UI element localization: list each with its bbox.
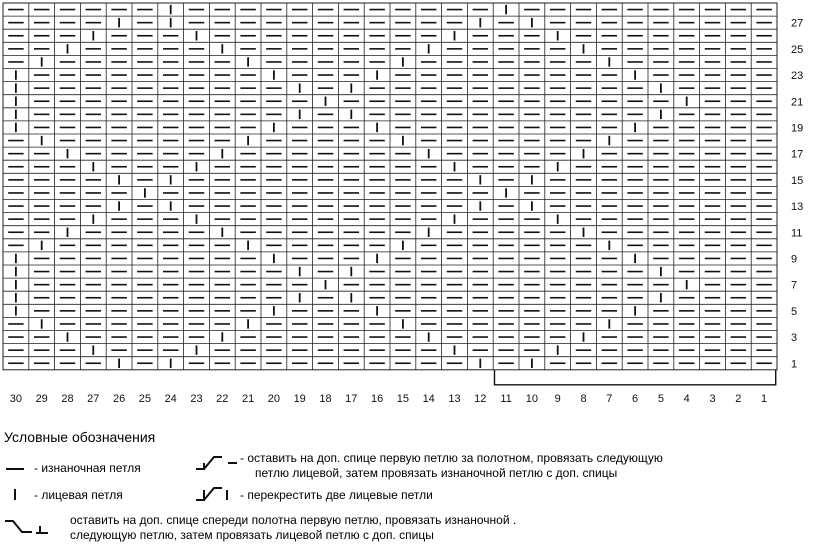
column-number-label: 25: [138, 392, 152, 405]
column-number-label: 8: [580, 392, 587, 405]
column-number-label: 19: [293, 392, 306, 405]
row-number-label: 15: [791, 174, 804, 187]
row-number-label: 1: [791, 358, 798, 371]
row-numbers: [791, 18, 803, 371]
legend-text-cable-right-1: оставить на доп. спице спереди полотна первую петлю, провязать изнаночной .: [70, 513, 517, 527]
column-number-label: 4: [683, 392, 690, 405]
column-number-label: 9: [554, 392, 561, 405]
legend-item-cable-left: [196, 451, 663, 480]
cable-right-symbol-icon: [5, 521, 48, 533]
row-number-label: 7: [791, 279, 798, 292]
column-number-label: 14: [422, 392, 435, 405]
column-number-label: 30: [9, 392, 23, 405]
column-number-label: 13: [448, 392, 461, 405]
column-number-label: 11: [500, 392, 512, 405]
column-number-label: 29: [35, 392, 48, 405]
legend-text-cable-left-2: петлю лицевой, затем провязать изнаночной петлю с доп. спицы: [255, 466, 618, 480]
column-number-label: 5: [657, 392, 664, 405]
column-number-label: 6: [632, 392, 639, 405]
column-number-label: 21: [241, 392, 255, 405]
legend-text-knit: - лицевая петля: [34, 488, 123, 502]
column-number-label: 27: [87, 392, 100, 405]
row-number-label: 19: [791, 122, 804, 135]
cross-two-symbol-icon: [196, 488, 227, 500]
column-number-label: 15: [396, 392, 410, 405]
row-number-label: 17: [791, 148, 804, 161]
column-number-label: 1: [761, 392, 768, 405]
row-number-label: 9: [791, 253, 798, 266]
column-numbers: [10, 393, 767, 405]
column-number-label: 3: [709, 392, 716, 405]
row-number-label: 11: [791, 227, 803, 240]
legend-text-cross-two: - перекрестить две лицевые петли: [240, 488, 433, 502]
repeat-bracket: [494, 370, 775, 385]
row-number-label: 13: [791, 201, 804, 214]
row-number-label: 5: [791, 305, 798, 318]
legend-text-cable-left-1: - оставить на доп. спице первую петлю за полотном, провязать следующую: [240, 451, 663, 465]
column-number-label: 7: [606, 392, 613, 405]
legend-text-cable-right-2: следующую петлю, затем провязать лицевой петлю с доп. спицы: [70, 528, 434, 542]
row-number-label: 25: [791, 43, 804, 56]
legend-item-cross-two: [196, 488, 433, 502]
repeat-bracket-line: [494, 370, 775, 385]
column-number-label: 22: [216, 392, 229, 405]
cable-left-symbol-icon: [196, 457, 237, 469]
legend-item-purl: [6, 461, 141, 475]
legend-title: Условные обозначения: [4, 429, 156, 445]
column-number-label: 10: [525, 392, 539, 405]
legend-item-knit: [15, 488, 123, 502]
row-number-label: 3: [791, 332, 798, 345]
chart-grid: [3, 3, 777, 370]
column-number-label: 28: [61, 392, 74, 405]
row-number-label: 23: [791, 70, 804, 83]
column-number-label: 12: [474, 392, 487, 405]
column-number-label: 26: [112, 392, 126, 405]
column-number-label: 24: [164, 392, 177, 405]
column-number-label: 20: [267, 392, 281, 405]
column-number-label: 23: [190, 392, 203, 405]
legend-text-purl: - изнаночная петля: [34, 461, 141, 475]
column-number-label: 18: [319, 392, 332, 405]
column-number-label: 17: [345, 392, 358, 405]
column-number-label: 2: [735, 392, 742, 405]
row-number-label: 21: [791, 96, 804, 109]
row-number-label: 27: [791, 17, 804, 30]
column-number-label: 16: [370, 392, 384, 405]
legend-item-cable-right: [5, 513, 516, 542]
